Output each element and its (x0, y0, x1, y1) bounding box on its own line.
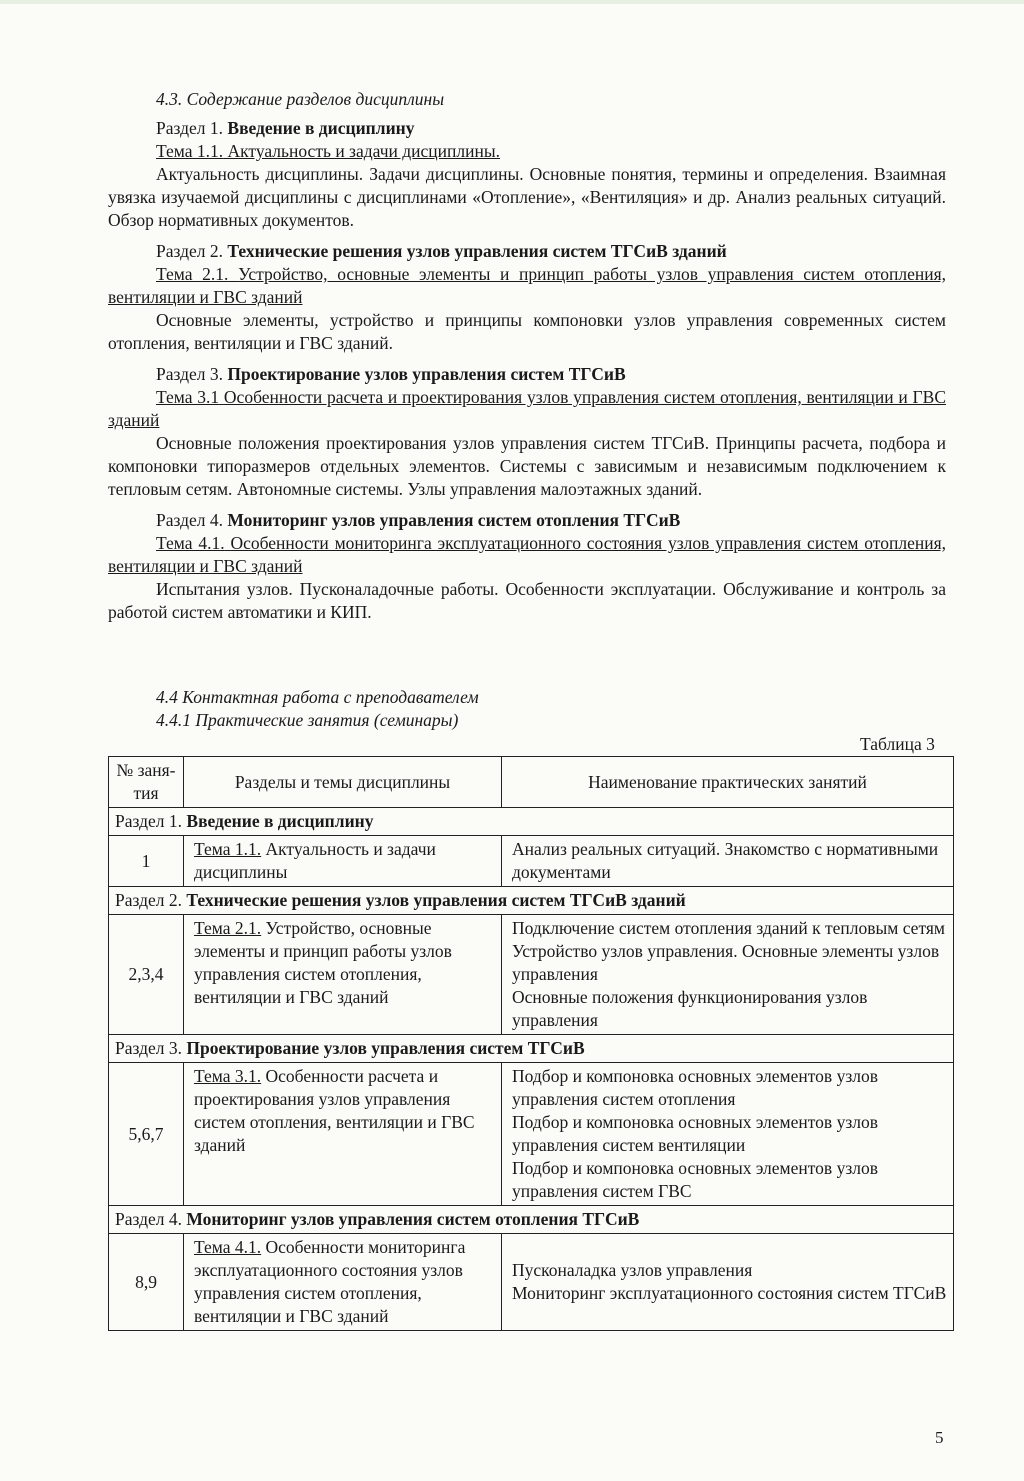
topic-label: Тема 1.1. (194, 839, 262, 859)
lesson-item: Подбор и компоновка основных элементов узлов управления систем вентиляции (512, 1112, 878, 1155)
lesson-item: Основные положения функционирования узлов управления (512, 987, 868, 1030)
table-caption: Таблица 3 (860, 734, 935, 754)
practical-heading: 4.4.1 Практические занятия (семинары) (156, 710, 459, 730)
topic-title: Устройство, основные элементы и принцип работы узлов управления систем отопления, вентиляции и ГВС зданий (194, 918, 452, 1007)
table-section-title: Проектирование узлов управления систем ТГСиВ (186, 1038, 585, 1058)
section-1-title-line: Раздел 1. Введение в дисциплину (156, 118, 415, 138)
topic-label: Тема 3.1. (194, 1066, 262, 1086)
practical-lessons-table (108, 756, 954, 1331)
lesson-item: Подбор и компоновка основных элементов узлов управления систем ГВС (512, 1158, 878, 1201)
table-section-row (109, 808, 954, 836)
table-section-cell (109, 887, 954, 915)
scan-edge (0, 0, 1024, 4)
table-header-row (109, 757, 954, 808)
table-section-title: Технические решения узлов управления систем ТГСиВ зданий (186, 890, 686, 910)
lessons-cell (502, 1063, 954, 1206)
table-row (109, 915, 954, 1035)
contact-heading: 4.4 Контактная работа с преподавателем (156, 687, 479, 707)
section-3-topic: Тема 3.1 Особенности расчета и проектирования узлов управления систем отопления, вентиляции и ГВС зданий (108, 387, 946, 430)
lesson-item: Пусконаладка узлов управления (512, 1260, 753, 1280)
table-section-label: Раздел 2. (115, 890, 183, 910)
lesson-number: 2,3,4 (109, 915, 184, 1035)
page-number: 5 (935, 1428, 944, 1447)
topic-cell (184, 1234, 502, 1331)
table-row (109, 836, 954, 887)
table-section-label: Раздел 4. (115, 1209, 183, 1229)
table-body (109, 808, 954, 1331)
section-2-topic: Тема 2.1. Устройство, основные элементы и принцип работы узлов управления систем отопления, вентиляции и ГВС зданий (108, 264, 947, 307)
lesson-item: Устройство узлов управления. Основные элементы узлов управления (512, 941, 940, 984)
table-section-row (109, 887, 954, 915)
topic-label: Тема 4.1. (194, 1237, 262, 1257)
topic-title: Особенности расчета и проектирования узлов управления систем отопления, вентиляции и ГВС зданий (194, 1066, 475, 1155)
section-2-text: Основные элементы, устройство и принципы компоновки узлов управления современных систем отопления, вентиляции и ГВС зданий. (108, 310, 946, 353)
lesson-number: 8,9 (109, 1234, 184, 1331)
section-heading: 4.3. Содержание разделов дисциплины (156, 89, 445, 109)
table-section-row (109, 1035, 954, 1063)
section-3-title-line: Раздел 3. Проектирование узлов управления систем ТГСиВ (156, 364, 626, 384)
section-2-title-line: Раздел 2. Технические решения узлов управления систем ТГСиВ зданий (156, 241, 727, 261)
table-section-row (109, 1206, 954, 1234)
section-4-text: Испытания узлов. Пусконаладочные работы. Особенности эксплуатации. Обслуживание и контроль за работой систем автоматики и КИП. (108, 579, 946, 622)
topic-title: Особенности мониторинга эксплуатационного состояния узлов управления систем отопления, вентиляции и ГВС зданий (194, 1237, 466, 1326)
table-row (109, 1234, 954, 1331)
section-1-text: Актуальность дисциплины. Задачи дисциплины. Основные понятия, термины и определения. Взаимная увязка изучаемой дисциплины с дисциплинами «Отопление», «Вентиляция» и др. Анализ реальных ситуаций. Обзор нормативных документов. (108, 164, 946, 230)
section-content (108, 88, 946, 624)
lessons-cell (502, 836, 954, 887)
lesson-item: Подбор и компоновка основных элементов узлов управления систем отопления (512, 1066, 878, 1109)
header-lesson-number: № заня-тия (109, 757, 184, 808)
table-section-cell (109, 1206, 954, 1234)
table-section-title: Мониторинг узлов управления систем отопления ТГСиВ (186, 1209, 640, 1229)
lesson-item: Анализ реальных ситуаций. Знакомство с нормативными документами (512, 839, 939, 882)
topic-title: Актуальность и задачи дисциплины (194, 839, 436, 882)
contact-work-headings (108, 686, 946, 732)
lesson-item: Мониторинг эксплуатационного состояния систем ТГСиВ (512, 1283, 947, 1303)
section-3-text: Основные положения проектирования узлов управления систем ТГСиВ. Принципы расчета, подбора и компоновки типоразмеров отдельных элементов. Системы с зависимым и независимым подключением к тепловым сетям. Автономные системы. Узлы управления малоэтажных зданий. (108, 433, 946, 499)
section-4-topic: Тема 4.1. Особенности мониторинга эксплуатационного состояния узлов управления систем отопления, вентиляции и ГВС зданий (108, 533, 946, 576)
topic-cell (184, 1063, 502, 1206)
topic-label: Тема 2.1. (194, 918, 262, 938)
lesson-number: 5,6,7 (109, 1063, 184, 1206)
header-lesson-names: Наименование практических занятий (502, 757, 954, 808)
lesson-item: Подключение систем отопления зданий к тепловым сетям (512, 918, 945, 938)
table-row (109, 1063, 954, 1206)
section-1-topic: Тема 1.1. Актуальность и задачи дисциплины. (156, 141, 500, 161)
topic-cell (184, 836, 502, 887)
header-sections-topics: Разделы и темы дисциплины (184, 757, 502, 808)
table-section-cell (109, 1035, 954, 1063)
lessons-cell (502, 1234, 954, 1331)
lessons-cell (502, 915, 954, 1035)
table-section-cell (109, 808, 954, 836)
table-section-title: Введение в дисциплину (186, 811, 374, 831)
table-section-label: Раздел 1. (115, 811, 183, 831)
topic-cell (184, 915, 502, 1035)
table-section-label: Раздел 3. (115, 1038, 183, 1058)
lesson-number: 1 (109, 836, 184, 887)
section-4-title-line: Раздел 4. Мониторинг узлов управления систем отопления ТГСиВ (156, 510, 681, 530)
